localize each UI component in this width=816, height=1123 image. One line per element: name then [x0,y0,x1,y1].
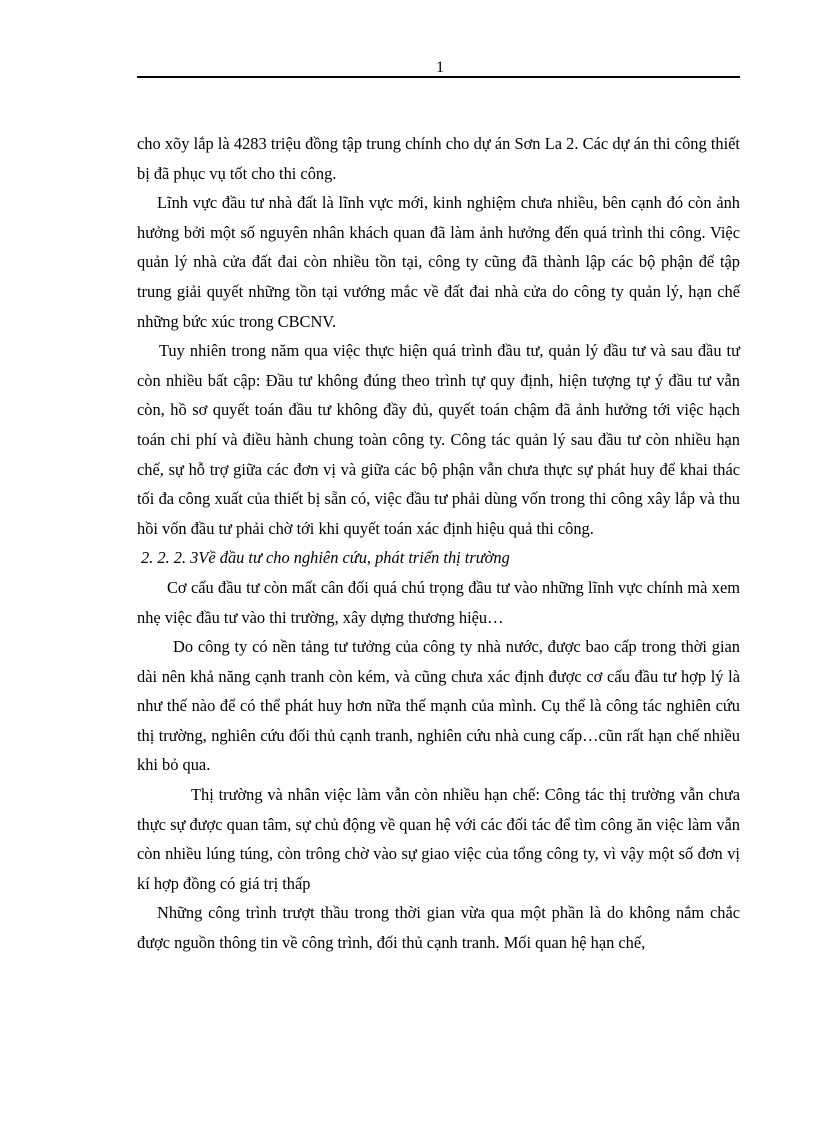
section-heading: 2. 2. 2. 3Về đầu tư cho nghiên cứu, phát triển thị trường [141,548,510,568]
paragraph-5: Do công ty có nền tảng tư tưởng của công ty nhà nước, được bao cấp trong thời gian dài nên khả năng cạnh tranh còn kém, và cũng chưa xác định được cơ cấu đầu tư hợp lý là như thế nào để có thể phát huy hơn nữa thế mạnh của mình. Cụ thể là công tác nghiên cứu thị trường, nghiên cứu đối thủ cạnh tranh, nghiên cứu nhà cung cấp…cũn rất hạn chế nhiều khi bỏ qua. [137,637,740,775]
paragraph-7: Những công trình trượt thầu trong thời gian vừa qua một phần là do không nắm chắc được nguồn thông tin về công trình, đối thủ cạnh tranh. Mối quan hệ hạn chế, [137,903,740,953]
paragraph-6: Thị trường và nhân việc làm vẫn còn nhiều hạn chế: Công tác thị trường vẫn chưa thực sự được quan tâm, sự chủ động về quan hệ với các đối tác để tìm công ăn việc làm vẫn còn nhiều lúng túng, còn trông chờ vào sự giao việc của tổng công ty, vì vậy một số đơn vị kí hợp đồng có giá trị thấp [137,785,740,893]
paragraph-3: Tuy nhiên trong năm qua việc thực hiện quá trình đầu tư, quản lý đầu tư và sau đầu tư còn nhiều bất cập: Đầu tư không đúng theo trình tự quy định, hiện tượng tự ý đầu tư vẫn còn, hồ sơ quyết toán đầu tư không đầy đủ, quyết toán chậm đã ảnh hưởng tới việc hạch toán chi phí và điều hành chung toàn công ty. Công tác quản lý sau đầu tư còn nhiều hạn chế, sự hỗ trợ giữa các đơn vị và giữa các bộ phận vẫn chưa thực sự phát huy để khai thác tối đa công xuất của thiết bị sẵn có, việc đầu tư phải dùng vốn trong thi công xây lắp và thu hồi vốn đầu tư phải chờ tới khi quyết toán xác định hiệu quả thi công. [137,341,740,538]
document-body [137,129,740,958]
paragraph-4: Cơ cấu đầu tư còn mất cân đối quá chú trọng đầu tư vào những lĩnh vực chính mà xem nhẹ việc đầu tư vào thi trường, xây dựng thương hiệu… [137,577,740,627]
page-number: 1 [436,59,444,76]
paragraph-1: cho xõy lắp là 4283 triệu đồng tập trung chính cho dự án Sơn La 2. Các dự án thi công thiết bị đã phục vụ tốt cho thi công. [137,134,740,183]
header-rule [137,76,740,78]
paragraph-2: Lĩnh vực đầu tư nhà đất là lĩnh vực mới, kinh nghiệm chưa nhiều, bên cạnh đó còn ảnh hưởng bởi một số nguyên nhân khách quan đã làm ảnh hưởng đến quá trình thi công. Việc quản lý nhà cửa đất đai còn nhiều tồn tại, công ty cũng đã thành lập các bộ phận để tập trung giải quyết những tồn tại vướng mắc về đất đai nhà cửa do công ty quản lý, hạn chế những bức xúc trong CBCNV. [137,193,740,331]
